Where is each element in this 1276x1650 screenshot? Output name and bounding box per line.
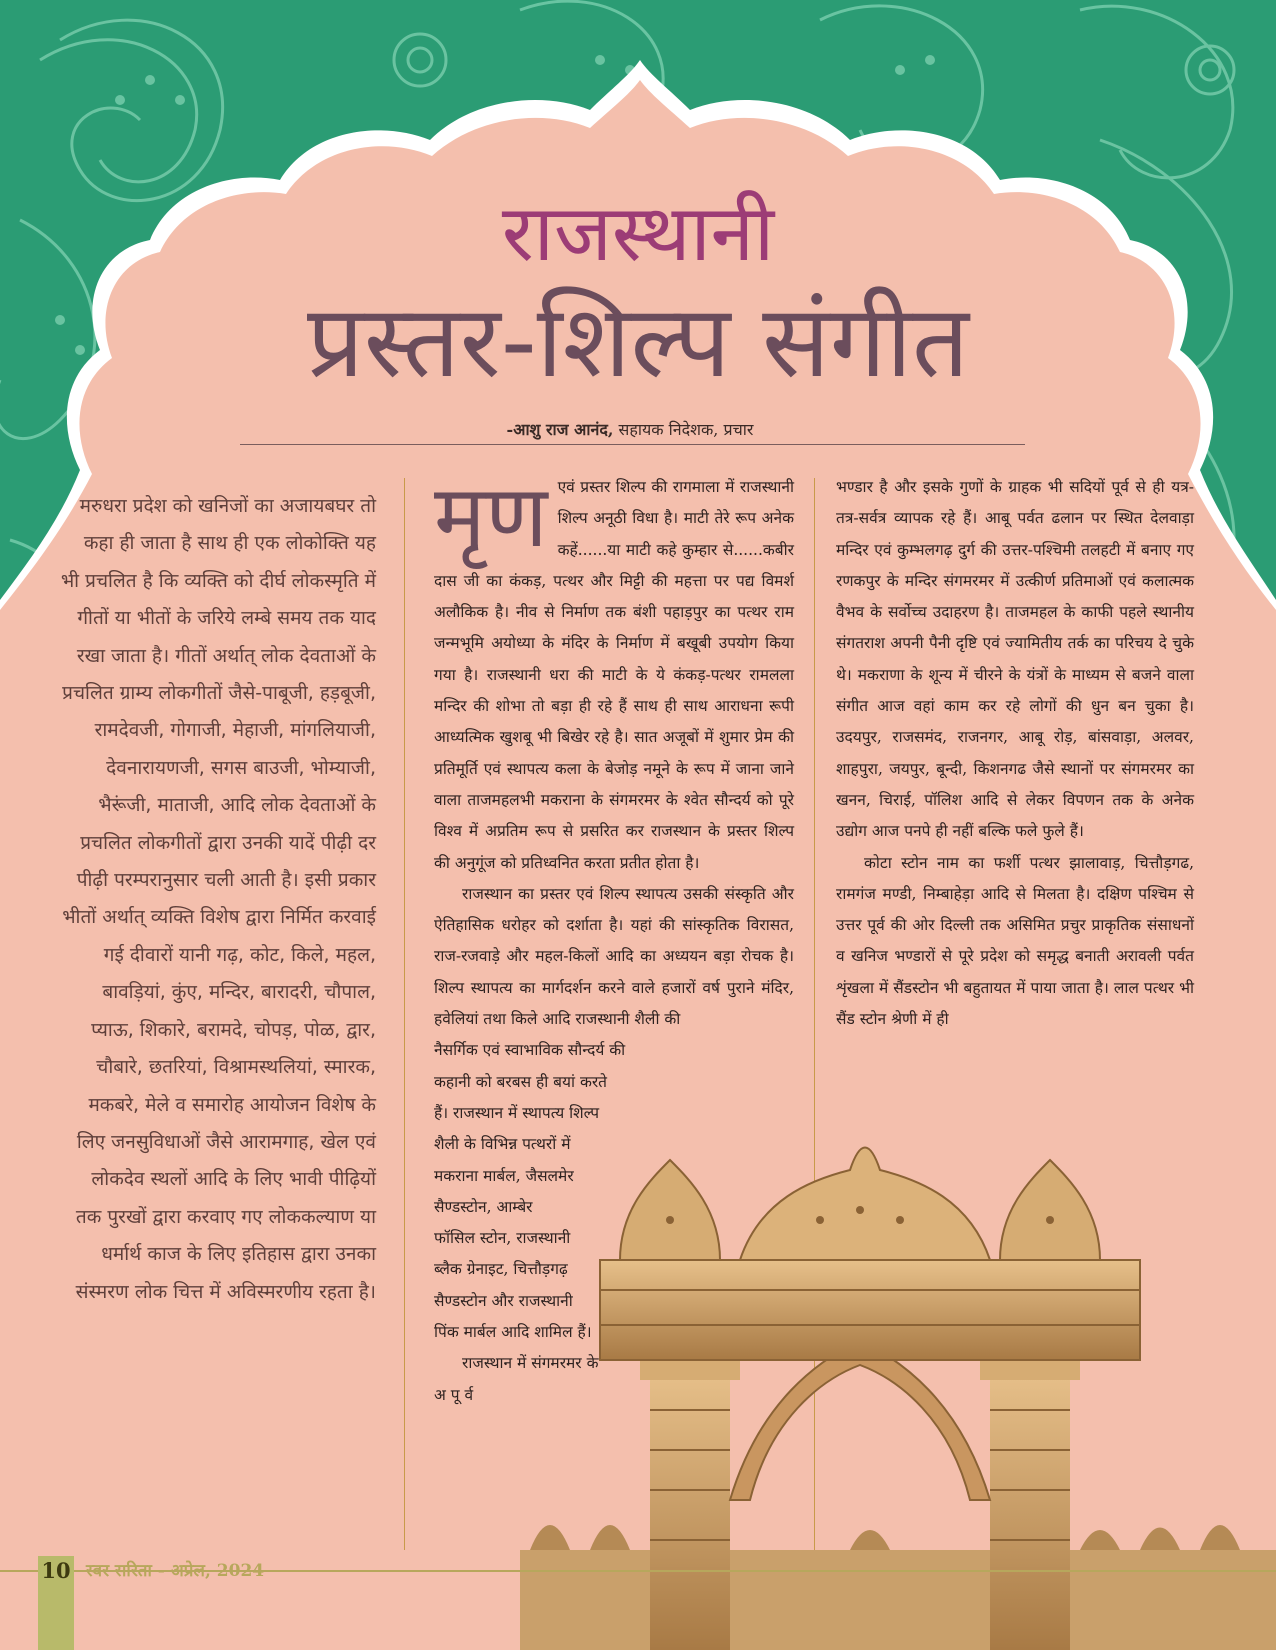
byline [240, 418, 1020, 440]
carved-stone-arch-image [520, 1140, 1276, 1650]
right-paragraph-2: कोटा स्टोन नाम का फर्शी पत्थर झालावाड़, चित्तौड़गढ, रामगंज मण्डी, निम्बाहेड़ा आदि से मिलता है। दक्षिण पश्चिम से उत्तर पूर्व की ओर दिल्ली तक असिमित प्रचुर प्राकृतिक संसाधनों व खनिज भण्डारों से पूरे प्रदेश को समृद्ध बनाती अरावली पर्वत शृंखला में सैंडस्टोन भी बहुतायत में पाया जाता है। लाल पत्थर भी सैंड स्टोन श्रेणी में ही [836, 853, 1194, 1029]
page-number: 10 [38, 1556, 74, 1650]
text-line: शैली के विभिन्न पत्थरों में [434, 1135, 571, 1154]
author-name: -आशु राज आनंद, [506, 420, 614, 439]
column-divider-left [404, 478, 405, 1550]
drop-cap: मृण [434, 467, 548, 567]
title-line-1: राजस्थानी [501, 189, 775, 279]
text-line: ब्लैक ग्रेनाइट, चित्तौड़गढ़ [434, 1260, 568, 1279]
text-line: नैसर्गिक एवं स्वाभाविक सौन्दर्य की [434, 1041, 626, 1060]
text-line: पिंक मार्बल आदि शामिल हैं। [434, 1323, 592, 1342]
middle-paragraph-1: एवं प्रस्तर शिल्प की रागमाला में राजस्थानी शिल्प अनूठी विधा है। माटी तेरे रूप अनेक कहें......या माटी कहे कुम्हार से......कबीर दास जी का कंकड़, पत्थर और मिट्टी की महत्ता पर पद्य विमर्श अलौकिक है। नीव से निर्माण तक बंशी पहाड़पुर का पत्थर राम जन्मभूमि अयोध्या के मंदिर के निर्माण में बखूबी उपयोग किया गया है। राजस्थानी धरा की माटी के ये कंकड़-पत्थर रामलला मन्दिर की शोभा तो बड़ा ही रहे हैं साथ ही साथ आराधना रूपी आध्यत्मिक खुशबू भी बिखेर रहे है। सात अजूबों में शुमार प्रेम की प्रतिमूर्ति एवं स्थापत्य कला के बेजोड़ नमूने के रूप में जाना जाने वाला ताजमहलभी मकराना के संगमरमर के श्वेत सौन्दर्य को पूरे विश्व में अप्रतिम रूप से प्रसरित कर राजस्थान के प्रस्तर शिल्प की अनुगूंज को प्रतिध्वनित करता प्रतीत होता है। [434, 478, 794, 872]
middle-paragraph-2: राजस्थान का प्रस्तर एवं शिल्प स्थापत्य उसकी संस्कृति और ऐतिहासिक धरोहर को दर्शाता है। यहां की सांस्कृतिक विरासत, राज-रजवाड़े और महल-किलों आदि का अध्ययन बड़ा रोचक है। शिल्प स्थापत्य का मार्गदर्शन करने वाले हजारों वर्ष पुराने मंदिर, हवेलियां तथा किले आदि राजस्थानी शैली की [434, 884, 794, 1029]
text-line: सैण्डस्टोन और राजस्थानी [434, 1291, 573, 1310]
author-role: सहायक निदेशक, प्रचार [613, 420, 754, 439]
text-line: अ पू र्व [434, 1385, 474, 1404]
text-line: राजस्थान में संगमरमर के [462, 1354, 599, 1373]
text-line: कहानी को बरबस ही बयां करते [434, 1072, 608, 1091]
magazine-footer: स्वर सरिता - अप्रेल, 2024 [86, 1561, 265, 1581]
intro-column [60, 488, 376, 1311]
title-divider [240, 444, 1025, 445]
intro-text: मरुधरा प्रदेश को खनिजों का अजायबघर तो कहा ही जाता है साथ ही एक लोकोक्ति यह भी प्रचलित है कि व्यक्ति को दीर्घ लोकस्मृति में गीतों या भीतों के जरिये लम्बे समय तक याद रखा जाता है। गीतों अर्थात् लोक देवताओं के प्रचलित ग्राम्य लोकगीतों जैसे-पाबूजी, हड़बूजी, रामदेवजी, गोगाजी, मेहाजी, मांगलियाजी, देवनारायणजी, सगस बाउजी, भोम्याजी, भैरूंजी, माताजी, आदि लोक देवताओं के प्रचलित लोकगीतों द्वारा उनकी यादें पीढ़ी दर पीढ़ी परम्परानुसार चली आती है। इसी प्रकार भीतों अर्थात् व्यक्ति विशेष द्वारा निर्मित करवाई गई दीवारों यानी गढ़, कोट, किले, महल, बावड़ियां, कुंए, मन्दिर, बारादरी, चौपाल, प्याऊ, शिकारे, बरामदे, चोपड़, पोळ, द्वार, चौबारे, छतरियां, विश्रामस्थलियां, स्मारक, मकबरे, मेले व समारोह आयोजन विशेष के लिए जनसुविधाओं जैसे आरामगाह, खेल एवं लोकदेव स्थलों आदि के लिए भावी पीढ़ियों तक पुरखों द्वारा करवाए गए लोककल्याण या धर्मार्थ काज के लिए इतिहास द्वारा उनका संस्मरण लोक चित्त में अविस्मरणीय रहता है। [60, 495, 376, 1303]
right-paragraph-1: भण्डार है और इसके गुणों के ग्राहक भी सदियों पूर्व से ही यत्र-तत्र-सर्वत्र व्यापक रहे हैं। आबू पर्वत ढलान पर स्थित देलवाड़ा मन्दिर एवं कुम्भलगढ़ दुर्ग की उत्तर-पश्चिमी तलहटी में बनाए गए रणकपुर के मन्दिर संगमरमर में उत्कीर्ण प्रतिमाओं एवं कलात्मक वैभव के सर्वोच्च उदाहरण है। ताजमहल के काफी पहले स्थानीय संगतराश अपनी पैनी दृष्टि एवं ज्यामितीय तर्क का परिचय दे चुके थे। मकराणा के शून्य में चीरने के यंत्रों के माध्यम से बजने वाला संगीत आज वहां काम कर रहे लोगों की धुन बन चुका है। उदयपुर, राजसमंद, राजनगर, आबू रोड़, बांसवाड़ा, अलवर, शाहपुरा, जयपुर, बून्दी, किशनगढ जैसे स्थानों पर संगमरमर का खनन, चिराई, पॉलिश आदि से लेकर विपणन तक के अनेक उद्योग आज पनपे ही नहीं बल्कि फले फुले हैं। [836, 478, 1194, 841]
right-column [836, 472, 1194, 1035]
title-line-2: प्रस्तर-शिल्प संगीत [307, 283, 969, 400]
text-line: मकराना मार्बल, जैसलमेर [434, 1166, 574, 1185]
text-line: हैं। राजस्थान में स्थापत्य शिल्प [434, 1103, 600, 1122]
text-line: सैण्डस्टोन, आम्बेर [434, 1197, 533, 1216]
text-line: फॉसिल स्टोन, राजस्थानी [434, 1229, 571, 1248]
